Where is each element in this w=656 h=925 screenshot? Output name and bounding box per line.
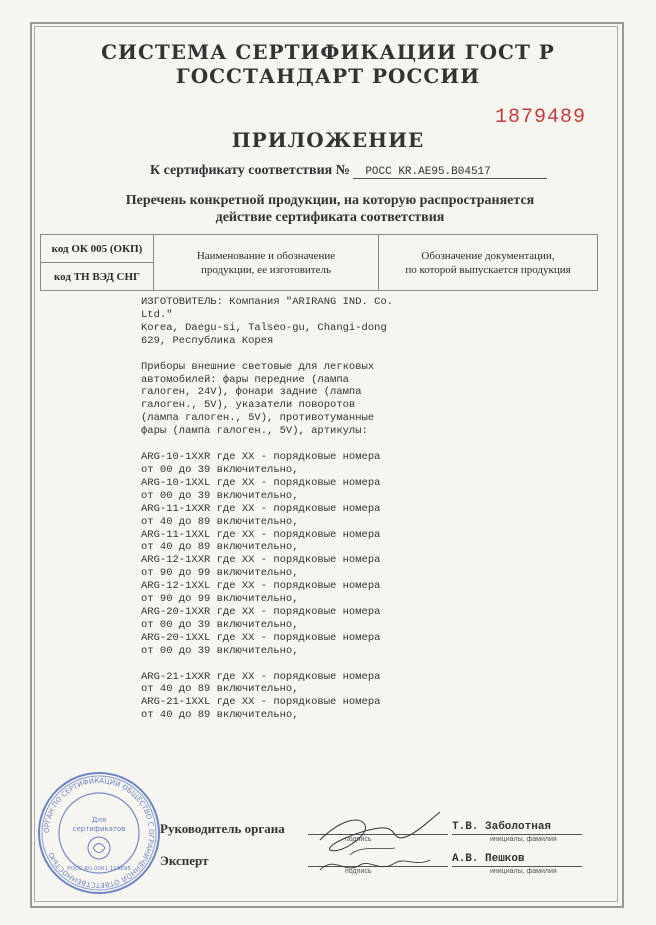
stamp-logo-icon [88,837,110,859]
page-title: ПРИЛОЖЕНИЕ [231,128,425,152]
head-sign-caption: подпись [345,836,372,843]
certificate-number: РОСС KR.AE95.B04517 [353,166,547,179]
handwritten-signature-expert [310,845,450,885]
expert-name-line [452,866,582,867]
header-table [40,234,598,291]
stamp-line1: Для [91,816,107,824]
docs-header-line1: Обозначение документации, [421,249,555,262]
expert-name-caption: инициалы, фамилия [490,868,557,875]
code-okp-cell: код ОК 005 (ОКП) [41,235,154,263]
serial-number: 1879489 [494,106,586,129]
header-gosstandart: ГОССТАНДАРТ РОССИИ [175,64,481,88]
articles-block-1: ARG-10-1XXR где XX - порядковые номера от 00 до 39 включительно, ARG-10-1XXL где XX - порядковые номера от 00 до 39 включительно, ARG-11-1XXR где XX - порядковые номера от 40 до 89 включительно, ARG-11-1XXL где XX - порядковые номера от 40 до 89 включительно, ARG-12-1XXR где XX - порядковые номера от 90 до 99 включительно, ARG-12-1XXL где XX - порядковые номера от 90 до 99 включительно, ARG-20-1XXR где XX - порядковые номера от 00 до 39 включительно, ARG-20-1XXL где XX - порядковые номера от 00 до 39 включительно, [141,451,381,657]
stamp-line2: сертификатов [72,825,126,833]
header-system: СИСТЕМА СЕРТИФИКАЦИИ ГОСТ Р [101,40,555,64]
docs-column-header [379,235,598,291]
product-header-line2: продукции, ее изготовитель [201,263,331,276]
list-title-line2: действие сертификата соответствия [215,210,445,225]
head-name: Т.В. Заболотная [452,821,552,833]
expert-label: Эксперт [160,853,209,868]
product-header-line1: Наименование и обозначение [196,249,336,262]
code-tnved-cell: код ТН ВЭД СНГ [41,263,154,291]
expert-name: А.В. Пешков [452,853,525,865]
stamp-outer-text: ОРГАН ПО СЕРТИФИКАЦИИ ОБЩЕСТВО С ОГРАНИЧЕННОЙ ОТВЕТСТВЕННОСТЬЮ [42,776,156,890]
product-content [141,296,441,722]
head-label: Руководитель органа [160,821,285,836]
head-name-line [452,834,582,835]
list-title [60,192,600,226]
product-column-header [154,235,379,291]
list-title-line1: Перечень конкретной продукции, на которую распространяется [125,193,535,208]
docs-header-line2: по которой выпускается продукция [405,263,571,276]
stamp-reg: РОСС RU.0001.11AE95 [67,866,131,872]
certification-stamp [36,770,162,896]
manufacturer-block: ИЗГОТОВИТЕЛЬ: Компания "ARIRANG IND. Co. Ltd." Korea, Daegu-si, Talseo-gu, Changi-dong 629, Республика Корея [141,296,394,347]
articles-block-2: ARG-21-1XXR где XX - порядковые номера от 40 до 89 включительно, ARG-21-1XXL где XX - порядковые номера от 40 до 89 включительно, [141,670,381,722]
description-block: Приборы внешние световые для легковых автомобилей: фары передние (лампа галоген, 24V), фонари задние (лампа галоген., 5V), указатели поворотов (лампа галоген., 5V), противотуманные фары (лампа галоген., 5V), артикулы: [141,360,375,438]
expert-sign-caption: подпись [345,868,372,875]
certificate-label: К сертификату соответствия № [150,163,350,178]
certificate-line [150,163,547,179]
head-name-caption: инициалы, фамилия [490,836,557,843]
